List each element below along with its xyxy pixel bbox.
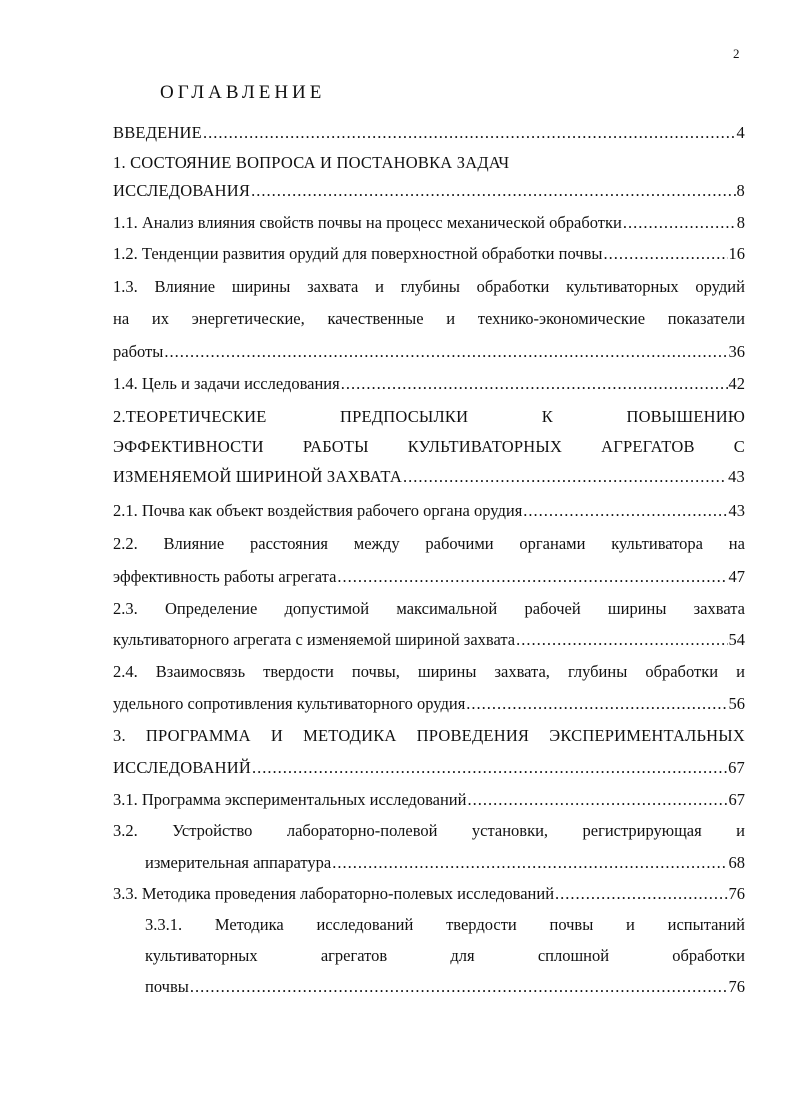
- dot-leader: [332, 852, 727, 874]
- toc-word: культиваторных: [145, 946, 258, 965]
- toc-page-number: 67: [728, 758, 745, 777]
- toc-word: качественные: [327, 309, 424, 328]
- toc-word: регистрирующая: [582, 821, 702, 840]
- toc-entry-text: 1.2. Тенденции развития орудий для поверхностной обработки почвы: [113, 244, 603, 263]
- toc-word: глубины: [567, 662, 628, 681]
- toc-entry: [113, 757, 745, 779]
- toc-entry-text: почвы: [145, 977, 189, 996]
- toc-word: максимальной: [396, 599, 498, 618]
- toc-entry: [113, 373, 745, 395]
- toc-word: обработки: [645, 662, 719, 681]
- toc-entry-text: ИССЛЕДОВАНИЙ: [113, 758, 251, 777]
- dot-leader: [466, 693, 727, 715]
- dot-leader: [623, 212, 736, 234]
- toc-word: Устройство: [172, 821, 253, 840]
- toc-word: КУЛЬТИВАТОРНЫХ: [407, 437, 563, 456]
- toc-word: лабораторно-полевой: [286, 821, 438, 840]
- toc-entry: [113, 466, 745, 488]
- toc-entry: [145, 914, 745, 936]
- toc-page-number: 43: [728, 467, 745, 486]
- toc-word: МЕТОДИКА: [303, 726, 397, 745]
- toc-entry-text: 1.1. Анализ влияния свойств почвы на процесс механической обработки: [113, 213, 622, 232]
- toc-entry-text: ВВЕДЕНИЕ: [113, 123, 202, 142]
- toc-page-number: 67: [728, 790, 745, 809]
- toc-word: глубины: [400, 277, 460, 296]
- dot-leader: [252, 757, 727, 779]
- dot-leader: [523, 500, 727, 522]
- toc-entry: [113, 820, 745, 842]
- toc-entry: [145, 945, 745, 967]
- toc-word: на: [113, 309, 130, 328]
- toc-word: 1.3.: [113, 277, 138, 296]
- toc-entry: [113, 406, 745, 428]
- dot-leader: [337, 566, 727, 588]
- toc-entry: [113, 661, 745, 683]
- toc-word: показатели: [667, 309, 745, 328]
- toc-word: Влияние: [163, 534, 225, 553]
- toc-entry: [113, 152, 509, 174]
- toc-entry: [113, 598, 745, 620]
- toc-entry: [145, 852, 745, 874]
- toc-page-number: 54: [728, 630, 745, 649]
- toc-entry: [113, 629, 745, 651]
- toc-word: ширины: [231, 277, 291, 296]
- toc-word: для: [450, 946, 475, 965]
- toc-word: захвата,: [494, 662, 550, 681]
- toc-word: и: [375, 277, 384, 296]
- toc-word: Методика: [214, 915, 284, 934]
- toc-word: 3.2.: [113, 821, 138, 840]
- toc-page-number: 47: [728, 567, 745, 586]
- toc-word: допустимой: [284, 599, 370, 618]
- toc-entry: [113, 308, 745, 330]
- toc-entry-text: 1.4. Цель и задачи исследования: [113, 374, 340, 393]
- toc-entry: [145, 976, 745, 998]
- toc-word: Взаимосвязь: [155, 662, 246, 681]
- toc-entry: [113, 122, 745, 144]
- dot-leader: [603, 243, 727, 265]
- toc-page-number: 4: [736, 123, 745, 142]
- toc-entry-text: ИССЛЕДОВАНИЯ: [113, 181, 251, 200]
- toc-word: твердости: [263, 662, 334, 681]
- toc-word: сплошной: [537, 946, 610, 965]
- toc-word: исследований: [316, 915, 414, 934]
- toc-entry-text: эффективность работы агрегата: [113, 567, 337, 586]
- toc-word: РАБОТЫ: [302, 437, 369, 456]
- toc-word: обработки: [476, 277, 550, 296]
- toc-entry-text: 1. СОСТОЯНИЕ ВОПРОСА И ПОСТАНОВКА ЗАДАЧ: [113, 153, 510, 172]
- toc-word: 3.3.1.: [145, 915, 183, 934]
- dot-leader: [164, 341, 727, 363]
- toc-word: твердости: [446, 915, 517, 934]
- toc-page-number: 56: [728, 694, 745, 713]
- toc-word: Определение: [164, 599, 258, 618]
- toc-entry: [113, 180, 745, 202]
- toc-page-number: 76: [728, 884, 745, 903]
- toc-entry: [113, 243, 745, 265]
- toc-entry: [113, 693, 745, 715]
- toc-entry: [113, 212, 745, 234]
- toc-entry-text: 3.1. Программа экспериментальных исследований: [113, 790, 467, 809]
- toc-word: 3.: [113, 726, 126, 745]
- toc-entry: [113, 341, 745, 363]
- toc-word: ПРОГРАММА: [145, 726, 251, 745]
- dot-leader: [516, 629, 727, 651]
- toc-word: их: [151, 309, 169, 328]
- toc-word: орудий: [695, 277, 745, 296]
- toc-entry: [113, 500, 745, 522]
- toc-word: на: [728, 534, 745, 553]
- toc-title: ОГЛАВЛЕНИЕ: [160, 82, 326, 103]
- toc-word: ЭФФЕКТИВНОСТИ: [113, 437, 264, 456]
- dot-leader: [251, 180, 735, 202]
- toc-word: расстояния: [250, 534, 328, 553]
- toc-page-number: 36: [728, 342, 745, 361]
- toc-word: энергетические,: [191, 309, 305, 328]
- toc-word: и: [446, 309, 456, 328]
- toc-word: почвы: [549, 915, 594, 934]
- toc-word: ПРОВЕДЕНИЯ: [416, 726, 530, 745]
- toc-entry: [113, 436, 745, 458]
- toc-word: и: [626, 915, 635, 934]
- toc-word: ширины: [417, 662, 477, 681]
- toc-word: ЭКСПЕРИМЕНТАЛЬНЫХ: [549, 726, 745, 745]
- toc-word: АГРЕГАТОВ: [601, 437, 695, 456]
- toc-page-number: 8: [736, 181, 745, 200]
- toc-entry: [113, 566, 745, 588]
- toc-word: ПОВЫШЕНИЮ: [626, 407, 745, 426]
- toc-entry-text: удельного сопротивления культиваторного орудия: [113, 694, 466, 713]
- dot-leader: [403, 466, 727, 488]
- toc-word: культиваторных: [566, 277, 679, 296]
- toc-entry-text: измерительная аппаратура: [145, 853, 332, 872]
- page-number: 2: [733, 46, 740, 61]
- toc-word: захвата: [693, 599, 745, 618]
- toc-word: технико-экономические: [477, 309, 646, 328]
- toc-word: и: [736, 821, 745, 840]
- toc-word: органами: [519, 534, 586, 553]
- dot-leader: [190, 976, 728, 998]
- dot-leader: [555, 883, 727, 905]
- toc-page-number: 42: [728, 374, 745, 393]
- toc-entry: [113, 725, 745, 747]
- toc-word: ПРЕДПОСЫЛКИ: [340, 407, 469, 426]
- toc-word: С: [733, 437, 745, 456]
- toc-word: рабочей: [524, 599, 581, 618]
- toc-word: и: [736, 662, 745, 681]
- toc-word: ширины: [607, 599, 667, 618]
- toc-word: между: [353, 534, 400, 553]
- toc-word: испытаний: [667, 915, 745, 934]
- toc-word: обработки: [672, 946, 745, 965]
- toc-word: агрегатов: [320, 946, 388, 965]
- toc-word: 2.2.: [113, 534, 138, 553]
- toc-word: 2.4.: [113, 662, 138, 681]
- toc-entry-text: 2.1. Почва как объект воздействия рабочего органа орудия: [113, 501, 523, 520]
- dot-leader: [341, 373, 728, 395]
- toc-entry: [113, 789, 745, 811]
- toc-entry-text: работы: [113, 342, 164, 361]
- toc-page-number: 8: [736, 213, 745, 232]
- toc-entry: [113, 276, 745, 298]
- toc-word: рабочими: [425, 534, 494, 553]
- toc-word: И: [270, 726, 283, 745]
- toc-page-number: 16: [728, 244, 745, 263]
- toc-page-number: 76: [728, 977, 745, 996]
- toc-word: установки,: [471, 821, 549, 840]
- toc-entry-text: культиваторного агрегата с изменяемой шириной захвата: [113, 630, 516, 649]
- toc-word: 2.3.: [113, 599, 138, 618]
- toc-page-number: 68: [728, 853, 745, 872]
- toc-word: К: [541, 407, 553, 426]
- toc-page-number: 43: [728, 501, 745, 520]
- toc-word: культиватора: [611, 534, 703, 553]
- dot-leader: [467, 789, 727, 811]
- toc-word: Влияние: [154, 277, 216, 296]
- toc-entry: [113, 883, 745, 905]
- toc-word: захвата: [307, 277, 359, 296]
- toc-word: 2.ТЕОРЕТИЧЕСКИЕ: [113, 407, 267, 426]
- dot-leader: [203, 122, 736, 144]
- toc-entry-text: ИЗМЕНЯЕМОЙ ШИРИНОЙ ЗАХВАТА: [113, 467, 402, 486]
- toc-entry-text: 3.3. Методика проведения лабораторно-полевых исследований: [113, 884, 555, 903]
- toc-entry: [113, 533, 745, 555]
- toc-word: почвы,: [351, 662, 400, 681]
